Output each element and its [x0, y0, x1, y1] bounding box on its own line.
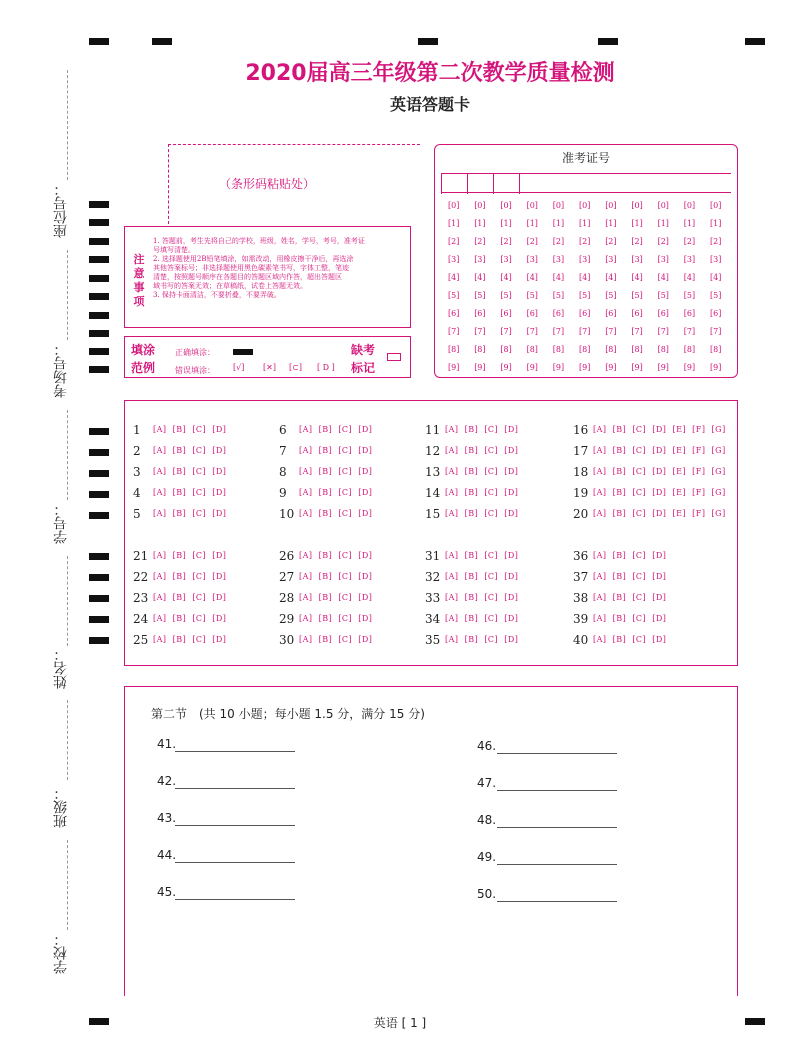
answer-bubbles[interactable]: [A] [B] [C] [D] — [593, 593, 667, 602]
ticket-digit-bubble[interactable]: [7] — [448, 327, 460, 336]
notice-item: 3. 保持卡面清洁，不要折叠，不要弄破。 — [153, 291, 281, 299]
correct-fill-mark — [233, 349, 253, 355]
question-number: 30 — [279, 633, 295, 647]
timing-mark — [89, 491, 109, 498]
question-number: 27 — [279, 570, 295, 584]
ticket-digit-bubble[interactable]: [7] — [657, 327, 669, 336]
ticket-digit-bubble[interactable]: [8] — [605, 345, 617, 354]
ticket-digit-bubble[interactable]: [8] — [474, 345, 486, 354]
answer-line[interactable] — [175, 862, 295, 863]
notice-item: 其他答案标号；非选择题使用黑色碳素笔书写，字体工整，笔迹 — [153, 264, 349, 272]
timing-mark — [89, 275, 109, 282]
ticket-digit-bubble[interactable]: [3] — [526, 255, 538, 264]
answer-number: 41. — [157, 737, 177, 751]
ticket-digit-bubble[interactable]: [7] — [579, 327, 591, 336]
ticket-digit-bubble[interactable]: [2] — [710, 237, 722, 246]
ticket-digit-bubble[interactable]: [9] — [526, 363, 538, 372]
ticket-digit-bubble[interactable]: [9] — [605, 363, 617, 372]
ticket-digit-bubble[interactable]: [9] — [552, 363, 565, 372]
ticket-digit-bubble[interactable]: [8] — [552, 345, 565, 354]
question-number: 24 — [133, 612, 149, 626]
ticket-digit-bubble[interactable]: [5] — [631, 291, 643, 300]
timing-mark — [89, 595, 109, 602]
side-line — [67, 70, 68, 180]
question-number: 36 — [573, 549, 589, 563]
answer-number: 43. — [157, 811, 177, 825]
ticket-digit-bubble[interactable]: [5] — [710, 291, 722, 300]
answer-bubbles[interactable]: [A] [B] [C] [D] — [153, 425, 227, 434]
ticket-digit-bubble[interactable]: [8] — [579, 345, 591, 354]
answer-bubbles[interactable]: [A] [B] [C] [D] — [593, 572, 667, 581]
ticket-digit-bubble[interactable]: [5] — [500, 291, 512, 300]
ticket-digit-bubble[interactable]: [6] — [579, 309, 591, 318]
timing-mark — [89, 219, 109, 226]
ticket-digit-bubble[interactable]: [5] — [448, 291, 460, 300]
notice-label-char: 事 — [133, 281, 145, 294]
ticket-digit-bubble[interactable]: [9] — [579, 363, 591, 372]
notice-item: 2. 选择题使用2B铅笔填涂，如需改动，用橡皮擦干净后，再选涂 — [153, 255, 354, 263]
timing-mark — [89, 553, 109, 560]
ticket-digit-bubble[interactable]: [2] — [631, 237, 643, 246]
ticket-digit-bubble[interactable]: [6] — [552, 309, 565, 318]
room-number-label: 考场号： — [53, 342, 69, 398]
school-label: 学校： — [53, 932, 69, 974]
ticket-digit-bubble[interactable]: [0] — [683, 201, 696, 210]
answer-bubbles[interactable]: [A] [B] [C] [D] — [445, 509, 519, 518]
answer-bubbles[interactable]: [A] [B] [C] [D] — [299, 635, 373, 644]
ticket-digit-bubble[interactable]: [3] — [448, 255, 460, 264]
question-number: 4 — [133, 486, 141, 500]
question-number: 14 — [425, 486, 441, 500]
ticket-digit-bubble[interactable]: [5] — [657, 291, 669, 300]
ticket-digit-bubble[interactable]: [8] — [631, 345, 643, 354]
question-number: 38 — [573, 591, 589, 605]
timing-mark — [89, 428, 109, 435]
ticket-digit-bubble[interactable]: [8] — [526, 345, 538, 354]
question-number: 8 — [279, 465, 287, 479]
timing-mark — [598, 38, 618, 45]
question-number: 21 — [133, 549, 149, 563]
ticket-digit-bubble[interactable]: [2] — [526, 237, 538, 246]
answer-line[interactable] — [497, 753, 617, 754]
page-title: 2020届高三年级第二次教学质量检测 — [245, 61, 615, 86]
ticket-digit-bubble[interactable]: [1] — [552, 219, 565, 228]
answer-bubbles[interactable]: [A] [B] [C] [D] — [445, 446, 519, 455]
fill-label: 填涂 — [131, 343, 156, 357]
ticket-digit-bubble[interactable]: [9] — [500, 363, 512, 372]
ticket-digit-bubble[interactable]: [0] — [657, 201, 669, 210]
answer-bubbles[interactable]: [A] [B] [C] [D] — [299, 572, 373, 581]
notice-box — [124, 226, 411, 328]
question-number: 15 — [425, 507, 441, 521]
answer-number: 42. — [157, 774, 177, 788]
side-line — [67, 700, 68, 780]
ticket-title: 准考证号 — [561, 151, 610, 165]
timing-mark — [89, 1018, 109, 1025]
ticket-digit-bubble[interactable]: [2] — [552, 237, 565, 246]
ticket-digit-bubble[interactable]: [7] — [526, 327, 538, 336]
ticket-digit-bubble[interactable]: [7] — [552, 327, 565, 336]
timing-mark — [89, 330, 109, 337]
timing-mark — [89, 470, 109, 477]
timing-mark — [89, 38, 109, 45]
answer-bubbles[interactable]: [A] [B] [C] [D] — [445, 467, 519, 476]
timing-mark — [89, 201, 109, 208]
answer-bubbles[interactable]: [A] [B] [C] [D] — [153, 488, 227, 497]
timing-mark — [89, 238, 109, 245]
ticket-digit-bubble[interactable]: [3] — [579, 255, 591, 264]
timing-mark — [745, 38, 765, 45]
question-number: 6 — [279, 423, 287, 437]
admission-ticket-box — [434, 144, 738, 378]
sample-label: 范例 — [131, 361, 156, 375]
page-footer: 英语 [ 1 ] — [373, 1016, 427, 1030]
ticket-digit-bubble[interactable]: [9] — [631, 363, 643, 372]
ticket-digit-bubble[interactable]: [4] — [657, 273, 669, 282]
ticket-digit-bubble[interactable]: [2] — [474, 237, 486, 246]
question-number: 39 — [573, 612, 589, 626]
ticket-digit-bubble[interactable]: [3] — [683, 255, 696, 264]
section-two-area — [124, 686, 738, 996]
ticket-digit-bubble[interactable]: [8] — [448, 345, 460, 354]
ticket-digit-bubble[interactable]: [5] — [526, 291, 538, 300]
ticket-digit-bubble[interactable]: [1] — [474, 219, 486, 228]
answer-bubbles[interactable]: [A] [B] [C] [D] — [593, 635, 667, 644]
question-number: 18 — [573, 465, 589, 479]
ticket-digit-bubble[interactable]: [3] — [552, 255, 565, 264]
ticket-digit-bubble[interactable]: [1] — [605, 219, 617, 228]
ticket-digit-bubble[interactable]: [6] — [605, 309, 617, 318]
ticket-digit-bubble[interactable]: [8] — [657, 345, 669, 354]
question-number: 22 — [133, 570, 149, 584]
ticket-digit-bubble[interactable]: [1] — [526, 219, 538, 228]
question-number: 29 — [279, 612, 295, 626]
ticket-digit-bubble[interactable]: [3] — [500, 255, 512, 264]
notice-item: 1. 答题前，考生先将自己的学校，班级，姓名，学号，考号，准考证 — [153, 237, 365, 245]
question-number: 2 — [133, 444, 141, 458]
ticket-digit-bubble[interactable]: [9] — [474, 363, 486, 372]
wrong-fill-label: 错误填涂： — [175, 366, 215, 375]
question-number: 25 — [133, 633, 149, 647]
ticket-digit-bubble[interactable]: [2] — [683, 237, 696, 246]
ticket-digit-bubble[interactable]: [2] — [605, 237, 617, 246]
question-number: 28 — [279, 591, 295, 605]
answer-bubbles[interactable]: [A] [B] [C] [D] — [299, 509, 373, 518]
ticket-digit-bubble[interactable]: [5] — [605, 291, 617, 300]
ticket-digit-bubble[interactable]: [0] — [605, 201, 617, 210]
class-label: 班级： — [53, 786, 69, 828]
answer-bubbles[interactable]: [A] [B] [C] [D] — [445, 614, 519, 623]
correct-fill-label: 正确填涂： — [175, 348, 215, 357]
ticket-digit-bubble[interactable]: [3] — [710, 255, 722, 264]
ticket-digit-bubble[interactable]: [4] — [474, 273, 486, 282]
ticket-digit-bubble[interactable]: [2] — [579, 237, 591, 246]
question-number: 7 — [279, 444, 287, 458]
ticket-digit-bubble[interactable]: [4] — [710, 273, 722, 282]
question-number: 31 — [425, 549, 441, 563]
ticket-digit-bubble[interactable]: [2] — [657, 237, 669, 246]
side-line — [67, 250, 68, 340]
ticket-digit-bubble[interactable]: [6] — [474, 309, 486, 318]
ticket-digit-bubble[interactable]: [1] — [579, 219, 591, 228]
answer-bubbles[interactable]: [A] [B] [C] [D] — [153, 551, 227, 560]
absent-label-1: 缺考 — [351, 343, 376, 357]
ticket-digit-bubble[interactable]: [1] — [710, 219, 722, 228]
answer-bubbles[interactable]: [A] [B] [C] [D] — [445, 572, 519, 581]
question-number: 23 — [133, 591, 149, 605]
answer-bubbles[interactable]: [A] [B] [C] [D] — [153, 614, 227, 623]
answer-bubbles[interactable]: [A] [B] [C] [D] [E] [F] [G] — [593, 446, 726, 455]
timing-mark — [89, 293, 109, 300]
answer-bubbles[interactable]: [A] [B] [C] [D] — [593, 551, 667, 560]
ticket-digit-bubble[interactable]: [9] — [657, 363, 669, 372]
ticket-digit-bubble[interactable]: [6] — [448, 309, 460, 318]
ticket-digit-bubble[interactable]: [8] — [500, 345, 512, 354]
ticket-digit-bubble[interactable]: [8] — [683, 345, 696, 354]
ticket-digit-bubble[interactable]: [0] — [631, 201, 643, 210]
answer-bubbles[interactable]: [A] [B] [C] [D] — [299, 446, 373, 455]
answer-bubbles[interactable]: [A] [B] [C] [D] — [153, 593, 227, 602]
answer-line[interactable] — [175, 899, 295, 900]
question-number: 9 — [279, 486, 287, 500]
answer-line[interactable] — [175, 751, 295, 752]
ticket-digit-bubble[interactable]: [8] — [710, 345, 722, 354]
seat-number-label: 座位号： — [53, 182, 69, 238]
question-number: 17 — [573, 444, 589, 458]
answer-bubbles[interactable]: [A] [B] [C] [D] — [153, 467, 227, 476]
answer-bubbles[interactable]: [A] [B] [C] [D] — [153, 635, 227, 644]
question-number: 26 — [279, 549, 295, 563]
question-number: 16 — [573, 423, 589, 437]
wrong-mark-partial: [⊂] — [289, 363, 302, 372]
timing-mark — [89, 574, 109, 581]
ticket-digit-bubble[interactable]: [0] — [448, 201, 460, 210]
absent-checkbox[interactable] — [387, 353, 401, 361]
notice-item: 号填写清楚。 — [153, 246, 195, 254]
answer-bubbles[interactable]: [A] [B] [C] [D] — [445, 425, 519, 434]
ticket-digit-bubble[interactable]: [4] — [500, 273, 512, 282]
answer-bubbles[interactable]: [A] [B] [C] [D] — [593, 614, 667, 623]
question-number: 33 — [425, 591, 441, 605]
answer-line[interactable] — [497, 790, 617, 791]
answer-line[interactable] — [497, 827, 617, 828]
student-number-label: 学号： — [53, 502, 69, 544]
timing-mark — [89, 637, 109, 644]
section-two-title: 第二节 (共 10 小题；每小题 1.5 分，满分 15 分) — [151, 707, 425, 721]
answer-bubbles[interactable]: [A] [B] [C] [D] [E] [F] [G] — [593, 509, 726, 518]
question-number: 34 — [425, 612, 441, 626]
side-line — [67, 410, 68, 500]
ticket-digit-bubble[interactable]: [4] — [552, 273, 565, 282]
ticket-digit-bubble[interactable]: [6] — [657, 309, 669, 318]
answer-bubbles[interactable]: [A] [B] [C] [D] [E] [F] [G] — [593, 488, 726, 497]
ticket-digit-bubble[interactable]: [1] — [500, 219, 512, 228]
answer-bubbles[interactable]: [A] [B] [C] [D] — [445, 551, 519, 560]
ticket-digit-bubble[interactable]: [4] — [631, 273, 643, 282]
ticket-digit-bubble[interactable]: [0] — [710, 201, 722, 210]
ticket-digit-bubble[interactable]: [6] — [710, 309, 722, 318]
page-subtitle: 英语答题卡 — [389, 95, 470, 114]
question-number: 10 — [279, 507, 295, 521]
question-number: 40 — [573, 633, 589, 647]
ticket-digit-bubble[interactable]: [1] — [683, 219, 696, 228]
question-number: 20 — [573, 507, 589, 521]
question-number: 35 — [425, 633, 441, 647]
answer-bubbles[interactable]: [A] [B] [C] [D] — [299, 614, 373, 623]
answer-number: 49. — [477, 850, 497, 864]
wrong-mark-cross: [✕] — [263, 363, 276, 372]
ticket-digit-bubble[interactable]: [6] — [683, 309, 696, 318]
answer-line[interactable] — [175, 825, 295, 826]
wrong-mark-empty: [ D ] — [317, 363, 335, 372]
answer-line[interactable] — [175, 788, 295, 789]
fill-example-box — [124, 336, 411, 378]
ticket-digit-bubble[interactable]: [9] — [683, 363, 696, 372]
ticket-digit-bubble[interactable]: [0] — [552, 201, 565, 210]
answer-bubbles[interactable]: [A] [B] [C] [D] — [153, 509, 227, 518]
name-label: 姓名： — [53, 647, 69, 689]
ticket-digit-bubble[interactable]: [7] — [631, 327, 643, 336]
answer-bubbles[interactable]: [A] [B] [C] [D] — [299, 551, 373, 560]
ticket-digit-bubble[interactable]: [1] — [657, 219, 669, 228]
ticket-digit-bubble[interactable]: [7] — [710, 327, 722, 336]
notice-item: 清楚，按照题号顺序在各题目的答题区域内作答，超出答题区 — [153, 273, 342, 281]
wrong-mark-check: [√] — [233, 363, 245, 372]
ticket-digit-bubble[interactable]: [0] — [474, 201, 486, 210]
barcode-label: （条形码粘贴处） — [219, 177, 316, 191]
ticket-digit-bubble[interactable]: [5] — [683, 291, 696, 300]
timing-mark — [418, 38, 438, 45]
answer-bubbles[interactable]: [A] [B] [C] [D] — [299, 488, 373, 497]
answer-number: 48. — [477, 813, 497, 827]
question-number: 11 — [425, 423, 441, 437]
timing-mark — [89, 312, 109, 319]
ticket-digit-bubble[interactable]: [9] — [710, 363, 722, 372]
ticket-digit-bubble[interactable]: [6] — [631, 309, 643, 318]
multiple-choice-area — [124, 400, 738, 666]
ticket-digit-bubble[interactable]: [4] — [448, 273, 460, 282]
ticket-digit-bubble[interactable]: [5] — [579, 291, 591, 300]
timing-mark — [745, 1018, 765, 1025]
ticket-digit-bubble[interactable]: [2] — [448, 237, 460, 246]
notice-label-char: 项 — [133, 295, 145, 308]
answer-bubbles[interactable]: [A] [B] [C] [D] — [445, 593, 519, 602]
question-number: 19 — [573, 486, 589, 500]
question-number: 3 — [133, 465, 141, 479]
ticket-digit-bubble[interactable]: [0] — [500, 201, 512, 210]
answer-bubbles[interactable]: [A] [B] [C] [D] [E] [F] [G] — [593, 467, 726, 476]
ticket-digit-bubble[interactable]: [4] — [605, 273, 617, 282]
answer-number: 46. — [477, 739, 497, 753]
answer-bubbles[interactable]: [A] [B] [C] [D] — [299, 593, 373, 602]
ticket-digit-bubble[interactable]: [4] — [683, 273, 696, 282]
timing-mark — [89, 366, 109, 373]
answer-line[interactable] — [497, 901, 617, 902]
ticket-digit-bubble[interactable]: [4] — [526, 273, 538, 282]
notice-list — [153, 237, 407, 300]
ticket-digit-bubble[interactable]: [1] — [448, 219, 460, 228]
ticket-digit-bubble[interactable]: [3] — [474, 255, 486, 264]
timing-mark — [89, 512, 109, 519]
ticket-digit-bubble[interactable]: [7] — [500, 327, 512, 336]
question-number: 32 — [425, 570, 441, 584]
timing-mark — [89, 616, 109, 623]
question-number: 1 — [133, 423, 141, 437]
ticket-digit-bubble[interactable]: [3] — [657, 255, 669, 264]
answer-number: 44. — [157, 848, 177, 862]
ticket-digit-bubble[interactable]: [5] — [474, 291, 486, 300]
ticket-digit-bubble[interactable]: [7] — [474, 327, 486, 336]
ticket-digit-bubble[interactable]: [2] — [500, 237, 512, 246]
ticket-digit-bubble[interactable]: [1] — [631, 219, 643, 228]
question-number: 13 — [425, 465, 441, 479]
ticket-digit-bubble[interactable]: [0] — [579, 201, 591, 210]
ticket-digit-bubble[interactable]: [6] — [526, 309, 538, 318]
answer-bubbles[interactable]: [A] [B] [C] [D] [E] [F] [G] — [593, 425, 726, 434]
barcode-area — [168, 144, 420, 224]
answer-number: 45. — [157, 885, 177, 899]
notice-label — [131, 253, 147, 309]
answer-line[interactable] — [497, 864, 617, 865]
answer-bubbles[interactable]: [A] [B] [C] [D] — [445, 635, 519, 644]
timing-mark — [89, 256, 109, 263]
question-number: 12 — [425, 444, 441, 458]
notice-label-char: 意 — [133, 267, 145, 280]
side-line — [67, 840, 68, 930]
question-number: 37 — [573, 570, 589, 584]
ticket-digit-bubble[interactable]: [6] — [500, 309, 512, 318]
ticket-digit-bubble[interactable]: [9] — [448, 363, 460, 372]
answer-bubbles[interactable]: [A] [B] [C] [D] — [445, 488, 519, 497]
notice-item: 域书写的答案无效；在草稿纸，试卷上答题无效。 — [153, 282, 307, 290]
answer-bubbles[interactable]: [A] [B] [C] [D] — [153, 446, 227, 455]
answer-number: 50. — [477, 887, 497, 901]
ticket-digit-bubble[interactable]: [3] — [631, 255, 643, 264]
ticket-digit-bubble[interactable]: [5] — [552, 291, 565, 300]
answer-number: 47. — [477, 776, 497, 790]
notice-label-char: 注 — [133, 253, 145, 266]
answer-bubbles[interactable]: [A] [B] [C] [D] — [299, 467, 373, 476]
ticket-digit-bubble[interactable]: [7] — [683, 327, 696, 336]
timing-mark — [89, 348, 109, 355]
question-number: 5 — [133, 507, 141, 521]
answer-bubbles[interactable]: [A] [B] [C] [D] — [153, 572, 227, 581]
ticket-digit-bubble[interactable]: [3] — [605, 255, 617, 264]
answer-bubbles[interactable]: [A] [B] [C] [D] — [299, 425, 373, 434]
ticket-digit-bubble[interactable]: [0] — [526, 201, 538, 210]
timing-mark — [152, 38, 172, 45]
ticket-entry-row[interactable] — [441, 173, 731, 193]
timing-mark — [89, 449, 109, 456]
side-line — [67, 556, 68, 646]
ticket-digit-bubble[interactable]: [7] — [605, 327, 617, 336]
absent-label-2: 标记 — [351, 361, 376, 375]
ticket-digit-bubble[interactable]: [4] — [579, 273, 591, 282]
